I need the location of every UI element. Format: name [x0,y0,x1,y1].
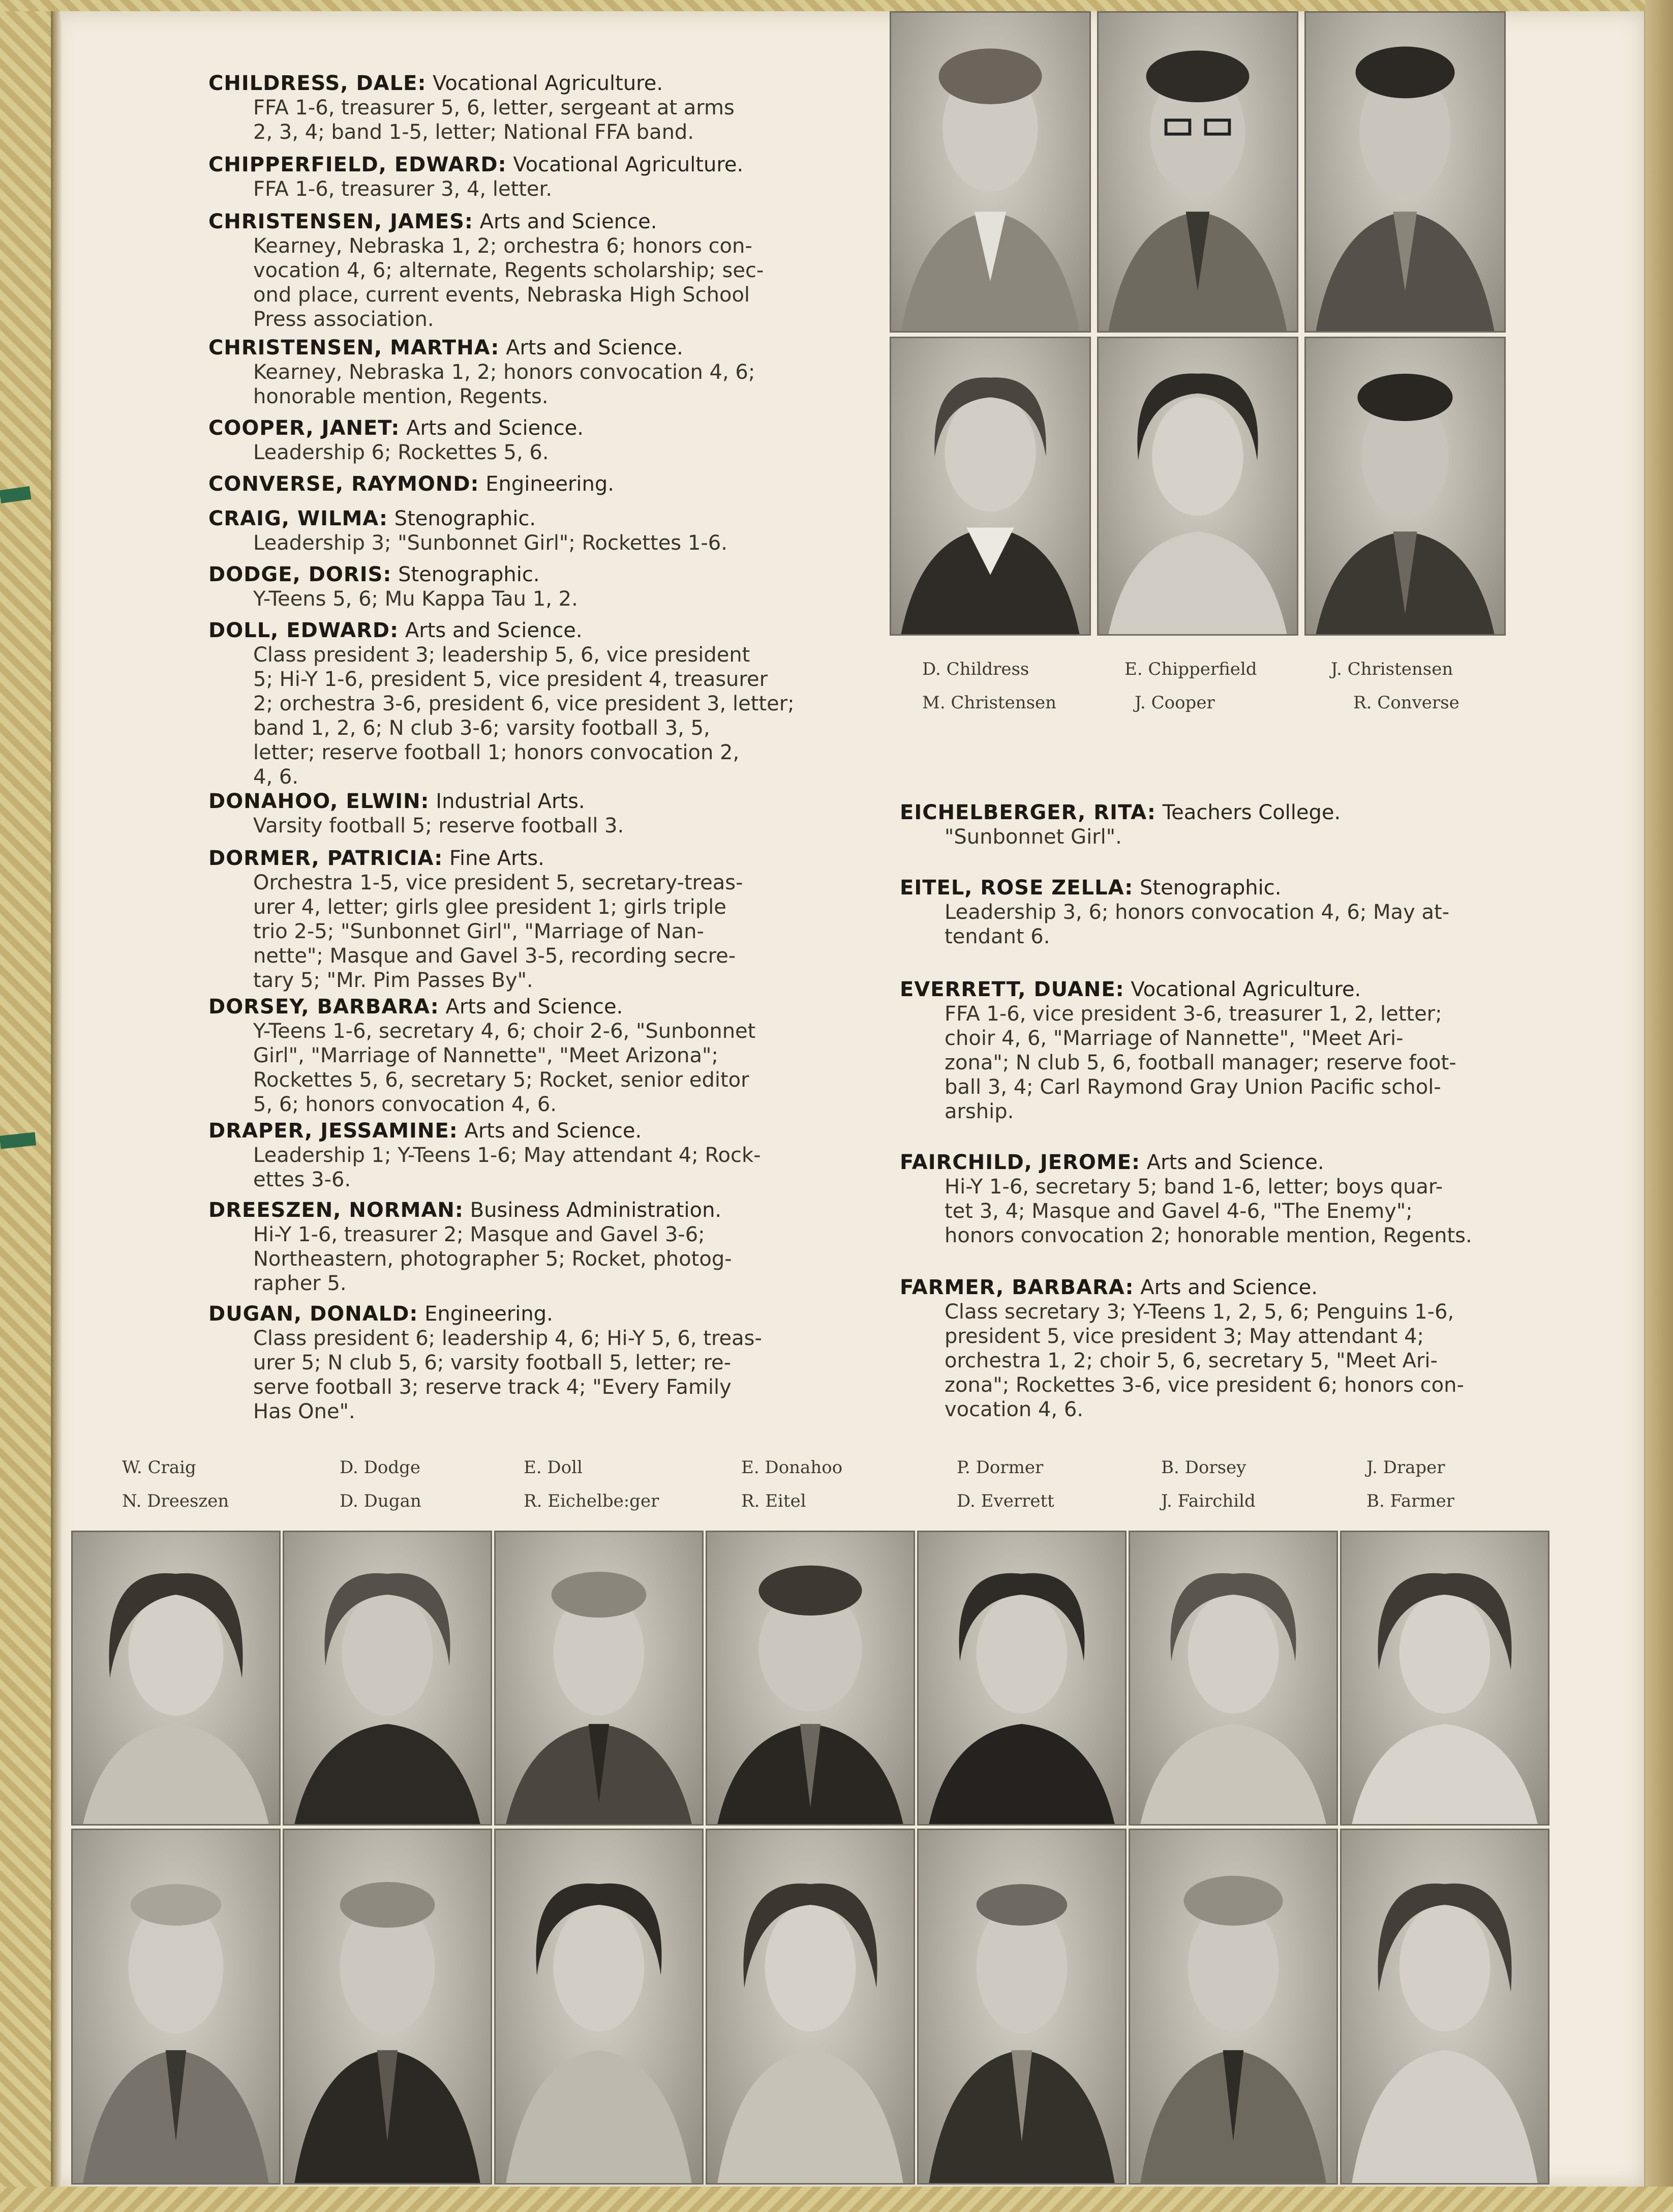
senior-activities: Press association. [253,308,434,331]
portrait-caption: E. Donahoo [741,1457,843,1478]
senior-activities: FFA 1-6, vice president 3-6, treasurer 1, 2, letter; [945,1002,1442,1026]
portrait-caption: R. Eichelbe:ger [524,1491,659,1511]
portrait-caption: J. Christensen [1331,659,1453,679]
senior-activities: serve football 3; reserve track 4; "Every Family [253,1376,732,1399]
senior-department: Engineering. [424,1302,553,1326]
senior-entry [208,618,834,789]
senior-name: CHRISTENSEN, JAMES: [208,210,473,233]
senior-entry [208,153,834,201]
senior-entry [900,1275,1540,1422]
senior-name: COOPER, JANET: [208,416,400,440]
senior-name: CONVERSE, RAYMOND: [208,472,479,496]
senior-activities: Orchestra 1-5, vice president 5, secretary-treas- [253,871,743,894]
senior-entry [900,876,1540,949]
senior-activities: trio 2-5; "Sunbonnet Girl", "Marriage of Nan- [253,920,704,943]
senior-department: Fine Arts. [449,847,544,870]
portrait-photo [494,1531,704,1826]
senior-name: FAIRCHILD, JEROME: [900,1151,1141,1174]
senior-name: DONAHOO, ELWIN: [208,790,430,813]
senior-activities: orchestra 1, 2; choir 5, 6, secretary 5, "Meet Ari- [945,1349,1438,1372]
senior-activities: Y-Teens 5, 6; Mu Kappa Tau 1, 2. [253,587,578,611]
senior-activities: Leadership 6; Rockettes 5, 6. [253,441,549,464]
senior-name: CHIPPERFIELD, EDWARD: [208,153,507,176]
senior-activities: urer 4, letter; girls glee president 1; girls triple [253,895,726,919]
senior-entry [208,1198,834,1296]
portrait-caption: R. Converse [1353,693,1459,713]
senior-department: Arts and Science. [1146,1151,1324,1174]
senior-activities: Kearney, Nebraska 1, 2; orchestra 6; honors con- [253,234,752,258]
senior-department: Arts and Science. [445,995,623,1019]
senior-activities: arship. [945,1100,1014,1123]
senior-activities: Class president 6; leadership 4, 6; Hi-Y 5, 6, treas- [253,1327,762,1350]
senior-activities: FFA 1-6, treasurer 5, 6, letter, sergeant at arms [253,96,735,119]
senior-activities: tary 5; "Mr. Pim Passes By". [253,969,533,992]
senior-activities: nette"; Masque and Gavel 3-5, recording secre- [253,944,736,968]
book-cover-top [0,0,1673,11]
senior-entry [208,562,834,611]
portrait-photo [890,337,1091,636]
senior-name: DRAPER, JESSAMINE: [208,1119,458,1143]
senior-activities: ball 3, 4; Carl Raymond Gray Union Pacific schol- [945,1075,1441,1099]
senior-name: CHILDRESS, DALE: [208,72,427,95]
senior-activities: Varsity football 5; reserve football 3. [253,814,624,838]
portrait-photo [494,1829,704,2185]
senior-department: Arts and Science. [405,619,583,642]
senior-name: CHRISTENSEN, MARTHA: [208,336,500,360]
senior-department: Stenographic. [394,507,536,530]
senior-entry [208,846,834,993]
senior-activities: Leadership 3, 6; honors convocation 4, 6; May at- [945,901,1450,924]
senior-department: Vocational Agriculture. [1131,978,1361,1001]
portrait-caption: J. Fairchild [1161,1491,1256,1511]
senior-activities: Hi-Y 1-6, treasurer 2; Masque and Gavel 3-6; [253,1223,705,1246]
senior-department: Arts and Science. [1140,1276,1318,1299]
portrait-photo [1097,11,1298,333]
senior-activities: choir 4, 6, "Marriage of Nannette", "Meet Ari- [945,1027,1404,1050]
senior-name: CRAIG, WILMA: [208,507,388,530]
senior-name: EITEL, ROSE ZELLA: [900,876,1134,900]
portrait-photo [1340,1829,1549,2185]
senior-department: Business Administration. [470,1199,722,1222]
senior-activities: tet 3, 4; Masque and Gavel 4-6, "The Enemy"; [945,1200,1413,1223]
portrait-photo [890,11,1091,333]
portrait-photo [1129,1829,1338,2185]
portrait-caption: J. Draper [1366,1457,1445,1478]
senior-activities: Girl", "Marriage of Nannette", "Meet Arizona"; [253,1044,718,1067]
senior-name: DORMER, PATRICIA: [208,847,443,870]
senior-entry [208,472,834,496]
senior-activities: urer 5; N club 5, 6; varsity football 5, letter; re- [253,1351,732,1374]
portrait-caption: N. Dreeszen [122,1491,229,1511]
senior-entry [208,995,834,1117]
senior-activities: tendant 6. [945,925,1050,948]
senior-department: Stenographic. [1140,876,1282,900]
senior-activities: 4, 6. [253,765,299,789]
senior-department: Stenographic. [398,563,540,586]
book-cover-bottom [0,2187,1673,2212]
senior-activities: Y-Teens 1-6, secretary 4, 6; choir 2-6, "Sunbonnet [253,1020,756,1043]
senior-name: FARMER, BARBARA: [900,1276,1134,1299]
portrait-caption: D. Dodge [340,1457,421,1478]
portrait-photo [706,1531,915,1826]
senior-activities: president 5, vice president 3; May attendant 4; [945,1325,1424,1348]
senior-name: DUGAN, DONALD: [208,1302,418,1326]
portrait-photo [283,1531,492,1826]
book-cover-right [1645,0,1673,2212]
senior-activities: vocation 4, 6; alternate, Regents scholarship; sec- [253,259,764,282]
senior-activities: honors convocation 2; honorable mention, Regents. [945,1224,1472,1247]
senior-department: Engineering. [485,472,614,496]
senior-entry [208,1302,834,1424]
portrait-caption: W. Craig [122,1457,196,1478]
portrait-caption: E. Chipperfield [1124,659,1257,679]
senior-activities: 2; orchestra 3-6, president 6, vice president 3, letter; [253,692,795,715]
portrait-photo [71,1531,281,1826]
senior-activities: Has One". [253,1400,355,1423]
portrait-photo [706,1829,915,2185]
senior-name: EVERRETT, DUANE: [900,978,1124,1001]
portrait-caption: M. Christensen [922,693,1057,713]
senior-activities: zona"; Rockettes 3-6, vice president 6; honors con- [945,1373,1464,1397]
senior-department: Vocational Agriculture. [513,153,744,176]
portrait-photo [1097,337,1298,636]
portrait-caption: D. Everrett [957,1491,1054,1511]
senior-entry [900,800,1540,849]
portrait-caption: J. Cooper [1135,693,1215,713]
senior-department: Industrial Arts. [436,790,585,813]
senior-activities: ettes 3-6. [253,1168,351,1191]
portrait-photo [917,1531,1127,1826]
senior-activities: Northeastern, photographer 5; Rocket, photog- [253,1247,732,1271]
book-cover-left [0,0,53,2212]
portrait-photo [283,1829,492,2185]
senior-entry [208,71,834,144]
senior-activities: 5, 6; honors convocation 4, 6. [253,1093,557,1116]
senior-department: Arts and Science. [479,210,657,233]
senior-activities: honorable mention, Regents. [253,385,549,408]
portrait-photo [1304,337,1506,636]
portrait-caption: E. Doll [524,1457,583,1478]
portrait-caption: D. Dugan [340,1491,421,1511]
senior-entry [208,789,834,838]
senior-activities: Leadership 1; Y-Teens 1-6; May attendant 4; Rock- [253,1144,761,1167]
senior-activities: Class president 3; leadership 5, 6, vice president [253,643,750,667]
senior-activities: Rockettes 5, 6, secretary 5; Rocket, senior editor [253,1068,749,1092]
senior-entry [208,210,834,332]
senior-name: DOLL, EDWARD: [208,619,399,642]
senior-department: Teachers College. [1162,801,1341,824]
senior-activities: 5; Hi-Y 1-6, president 5, vice president 4, treasurer [253,668,768,691]
senior-entry [208,336,834,409]
senior-activities: Hi-Y 1-6, secretary 5; band 1-6, letter; boys quar- [945,1175,1443,1199]
senior-entry [208,1119,834,1192]
senior-entry [900,1150,1540,1248]
portrait-photo [917,1829,1127,2185]
senior-entry [208,506,834,555]
senior-name: DORSEY, BARBARA: [208,995,439,1019]
senior-activities: FFA 1-6, treasurer 3, 4, letter. [253,177,553,201]
portrait-photo [1340,1531,1549,1826]
portrait-caption: B. Dorsey [1161,1457,1246,1478]
portrait-photo [71,1829,281,2185]
senior-activities: ond place, current events, Nebraska High School [253,283,750,307]
senior-activities: rapher 5. [253,1272,347,1295]
senior-activities: Leadership 3; "Sunbonnet Girl"; Rockettes 1-6. [253,531,727,555]
senior-activities: letter; reserve football 1; honors convocation 2, [253,741,740,764]
senior-entry [900,977,1540,1124]
page-gutter [53,11,62,2187]
senior-activities: band 1, 2, 6; N club 3-6; varsity football 3, 5, [253,716,710,740]
portrait-caption: R. Eitel [741,1491,806,1511]
senior-department: Arts and Science. [464,1119,642,1143]
senior-activities: Class secretary 3; Y-Teens 1, 2, 5, 6; Penguins 1-6, [945,1300,1454,1324]
senior-name: DODGE, DORIS: [208,563,392,586]
senior-name: EICHELBERGER, RITA: [900,801,1156,824]
senior-name: DREESZEN, NORMAN: [208,1199,464,1222]
senior-department: Vocational Agriculture. [433,72,663,95]
senior-activities: Kearney, Nebraska 1, 2; honors convocation 4, 6; [253,361,755,384]
senior-entry [208,416,834,465]
portrait-photo [1129,1531,1338,1826]
senior-department: Arts and Science. [506,336,683,360]
portrait-caption: D. Childress [922,659,1029,679]
senior-activities: zona"; N club 5, 6, football manager; reserve foot- [945,1051,1456,1074]
portrait-photo [1304,11,1506,333]
senior-department: Arts and Science. [406,416,584,440]
senior-activities: vocation 4, 6. [945,1398,1084,1421]
senior-activities: "Sunbonnet Girl". [945,825,1122,849]
portrait-caption: B. Farmer [1366,1491,1455,1511]
portrait-caption: P. Dormer [957,1457,1044,1478]
senior-activities: 2, 3, 4; band 1-5, letter; National FFA band. [253,121,694,144]
